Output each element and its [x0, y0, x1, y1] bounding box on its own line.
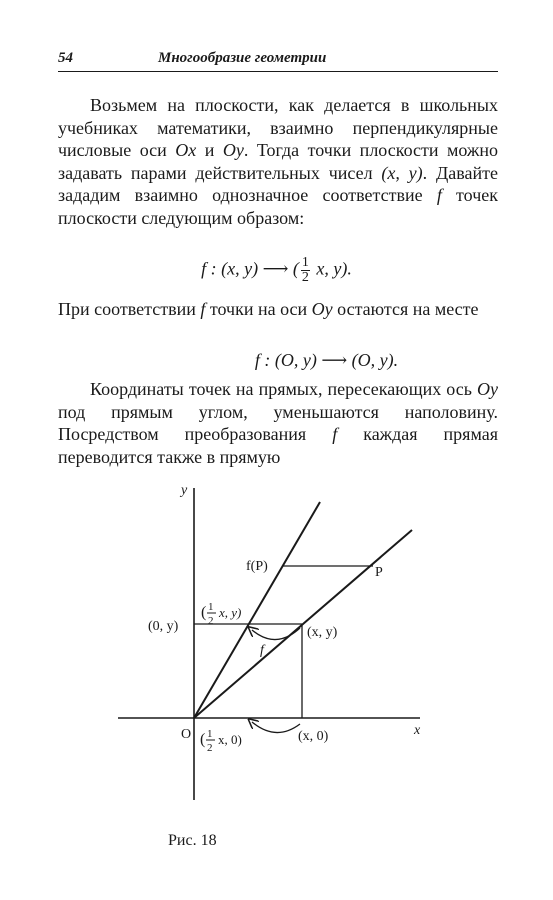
p3-text-c: каждая прямая переводится также в прямую — [58, 424, 498, 467]
half-x0-num: 1 — [207, 728, 213, 740]
origin-label: O — [181, 727, 192, 742]
formula1-fraction — [301, 256, 310, 285]
half-x0-open-paren: ( — [200, 731, 206, 748]
p1-f: f — [436, 185, 442, 205]
paragraph-3 — [58, 378, 498, 468]
point-0y-label: (0, y) — [148, 619, 179, 634]
p1-text-a: Возьмем на плоскости, как делается в школьных учебниках математики, взаимно перпендикулярные числовые оси — [58, 95, 498, 160]
point-xy-label: (x, y) — [307, 625, 338, 640]
p3-text-a: Координаты точек на прямых, пересекающих ось — [90, 379, 477, 399]
p1-text-c: . Давайте зададим взаимно однозначное соответствие — [58, 162, 498, 205]
x-axis-label: x — [414, 723, 421, 738]
p3-text-b: под прямым углом, уменьшаются наполовину. Посредством преобразования — [58, 401, 498, 444]
half-xy-num: 1 — [208, 601, 214, 613]
figure-18-diagram — [0, 470, 553, 830]
formula1-lhs: f : (x, y) ⟶ ( — [201, 258, 299, 279]
p1-axis-x: Ox — [175, 140, 197, 160]
p2-text-a: При соответствии — [58, 299, 201, 319]
formula-2 — [50, 348, 553, 372]
paragraph-1 — [58, 94, 498, 229]
f-map-label: f — [260, 643, 264, 658]
p1-text-b: . Тогда точки плоскости можно задавать парами действительных чисел — [58, 140, 498, 183]
half-xy-den: 2 — [208, 615, 214, 627]
formula-1 — [0, 256, 553, 285]
formula1-frac-num: 1 — [301, 255, 309, 270]
figure-caption: Рис. 18 — [168, 832, 217, 849]
p2-text-c: остаются на месте — [332, 299, 479, 319]
p1-text-d: точек плоскости следующим образом: — [58, 185, 498, 228]
formula1-rhs: x, y). — [311, 258, 352, 279]
p1-pair: (x, y) — [381, 162, 423, 183]
point-x0-label: (x, 0) — [298, 729, 329, 744]
p2-text-b: точки на оси — [205, 299, 312, 319]
p3-f: f — [332, 424, 338, 444]
header-rule — [58, 71, 498, 72]
fp-label: f(P) — [246, 559, 268, 574]
p1-axis-y: Oy — [222, 140, 244, 160]
mapping-arc-lower — [252, 722, 300, 733]
p2-axis-y: Oy — [311, 299, 333, 319]
p1-and: и — [196, 140, 223, 160]
y-axis-label: y — [181, 483, 188, 498]
formula1-frac-den: 2 — [301, 270, 309, 285]
half-xy-open-paren: ( — [201, 604, 207, 621]
point-half-x0-label — [200, 728, 242, 754]
p3-axis-y: Oy — [477, 379, 498, 399]
half-x0-den: 2 — [207, 742, 213, 754]
p2-f: f — [200, 299, 206, 319]
running-title: Многообразие геометрии — [158, 50, 327, 66]
point-half-xy-label — [201, 601, 241, 627]
page-number: 54 — [58, 50, 73, 66]
mapping-arc-upper — [252, 628, 300, 640]
p-label: P — [375, 565, 383, 580]
half-xy-rest: x, y) — [219, 605, 242, 620]
paragraph-2 — [58, 298, 498, 321]
half-x0-rest: x, 0) — [218, 732, 242, 747]
formula2-text: f : (O, y) ⟶ (O, y). — [254, 350, 399, 370]
running-header — [58, 50, 498, 72]
